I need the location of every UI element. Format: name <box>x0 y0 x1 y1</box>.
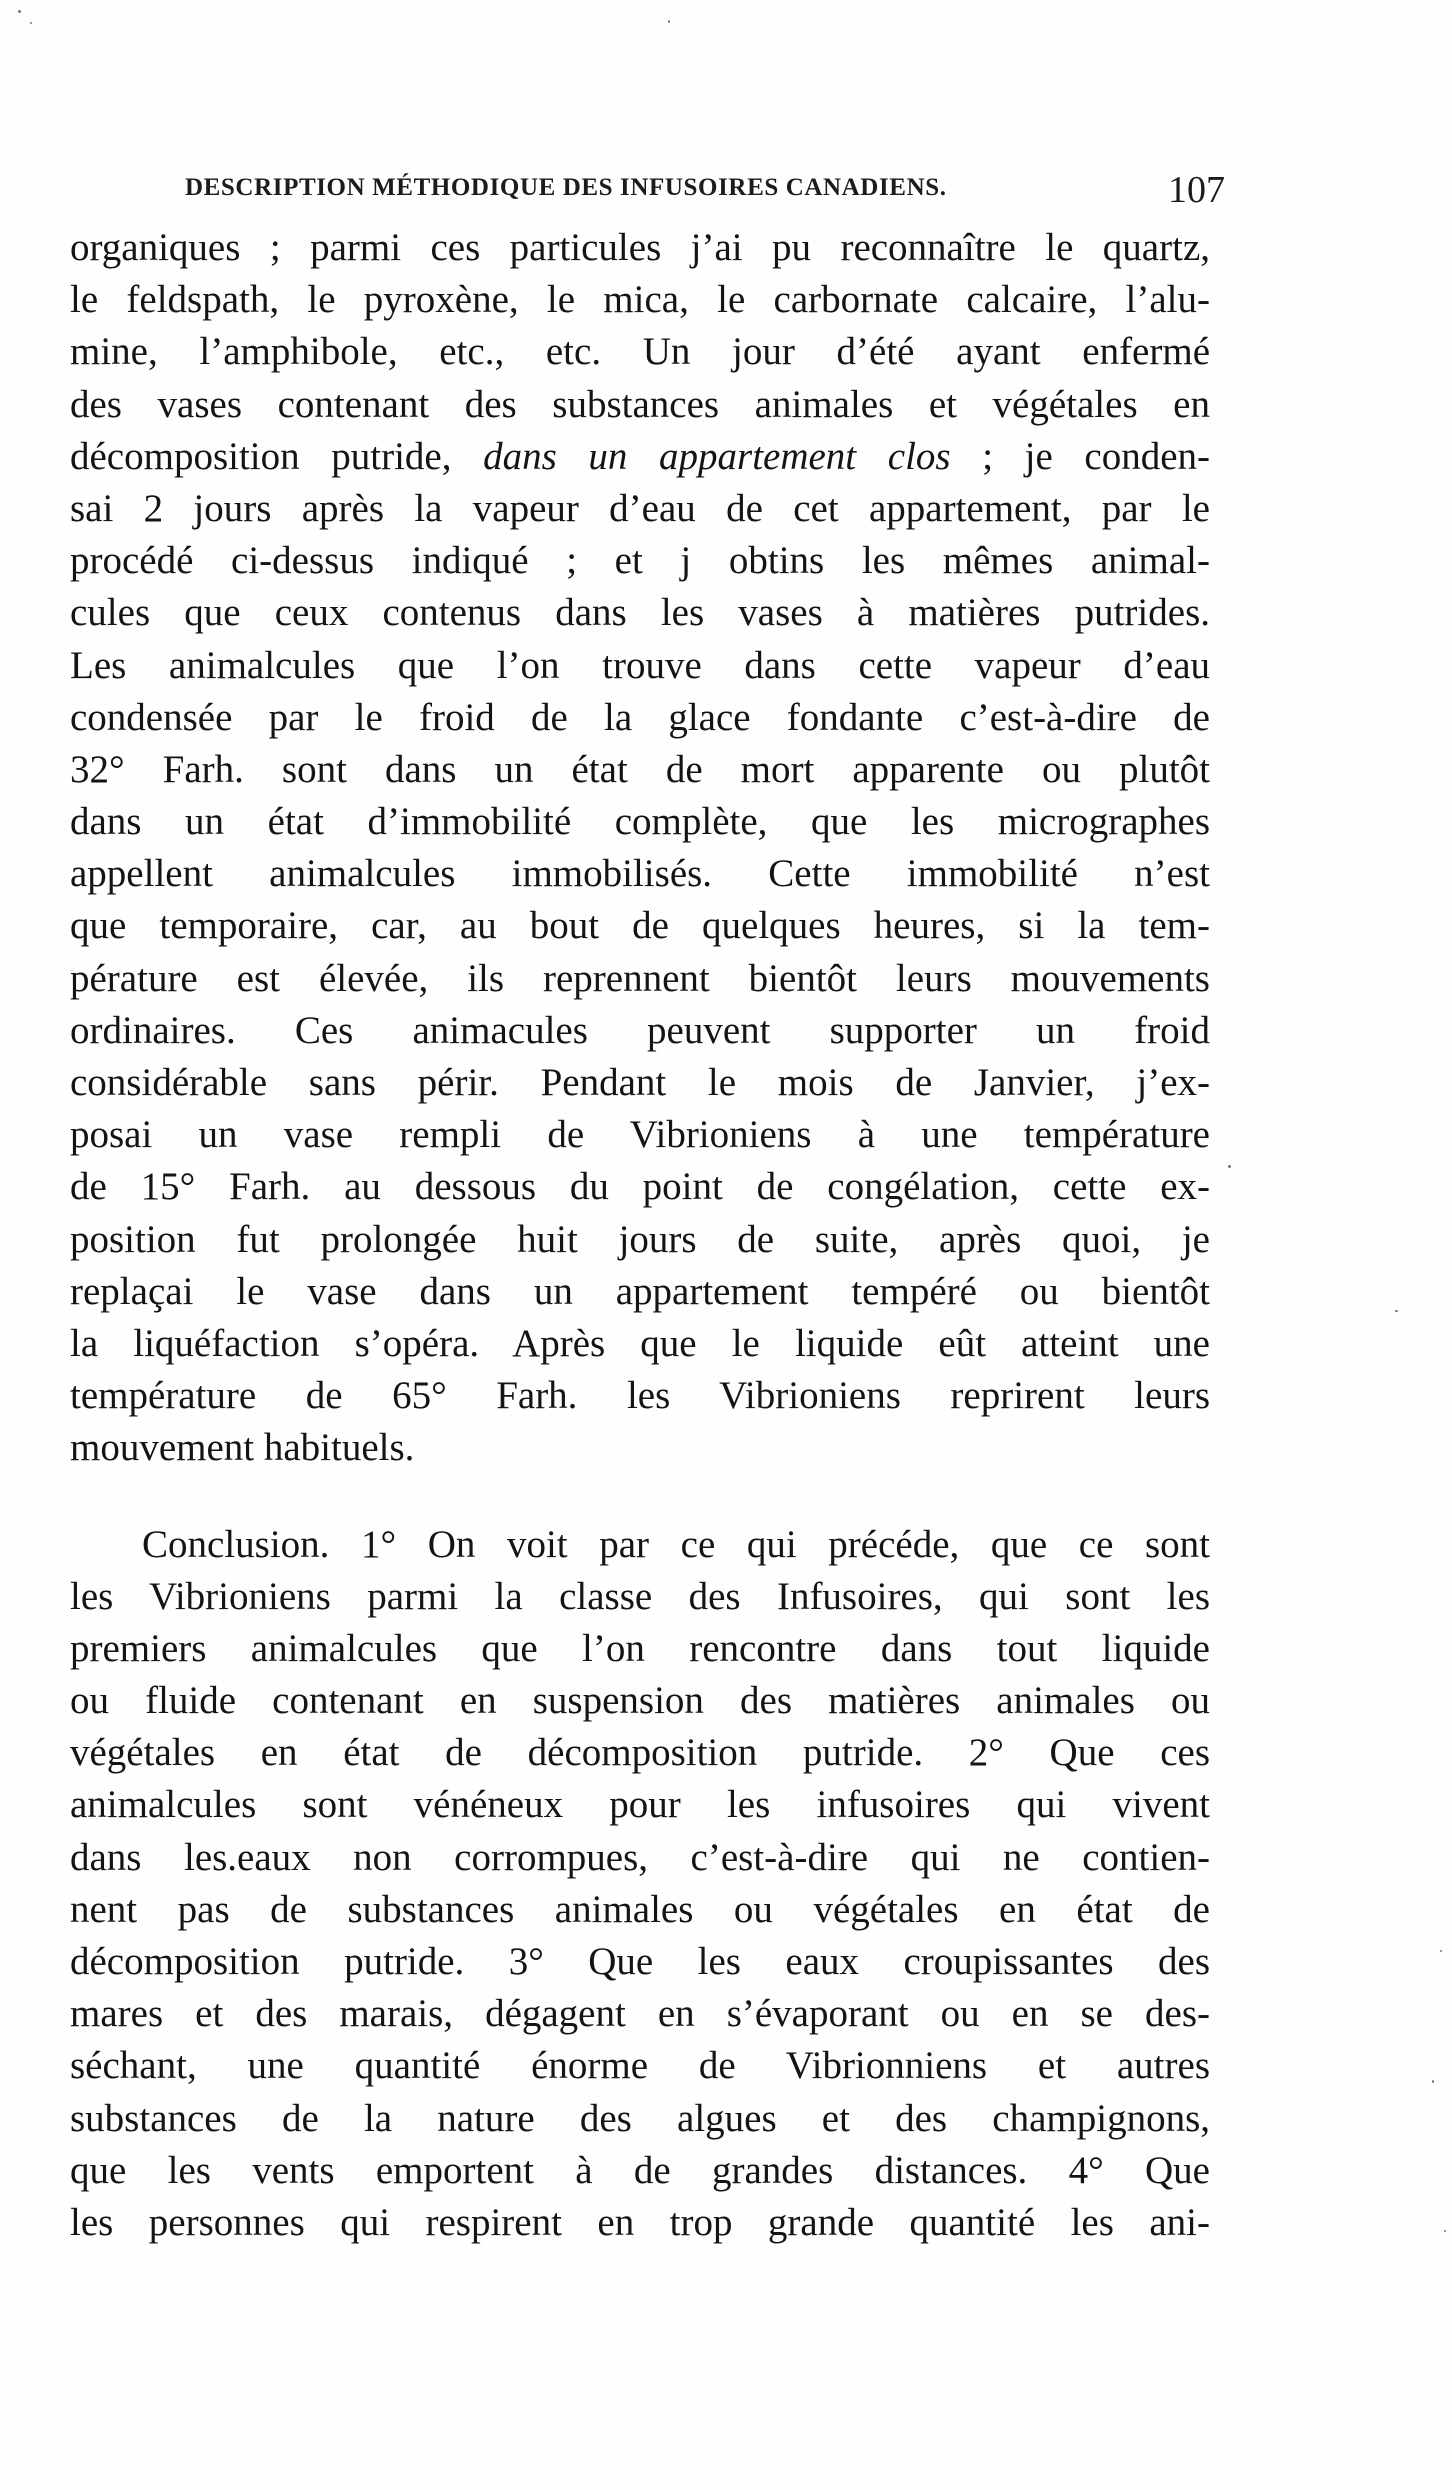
text-line: ordinaires. Ces animacules peuvent supporter un froid <box>70 1008 1210 1052</box>
text-line: végétales en état de décomposition putride. 2° Que ces <box>70 1731 1210 1775</box>
italic-phrase: dans un appartement clos <box>483 434 951 478</box>
text-line: appellent animalcules immobilisés. Cette immobilité n’est <box>70 852 1210 896</box>
text-line: 32° Farh. sont dans un état de mort apparente ou plutôt <box>70 747 1210 791</box>
text-line: posai un vase rempli de Vibrioniens à une température <box>70 1113 1210 1157</box>
scan-speck <box>668 20 670 23</box>
paragraph-gap <box>70 1475 1210 1519</box>
text-line: les personnes qui respirent en trop grande quantité les ani- <box>70 2200 1210 2244</box>
text-line: sai 2 jours après la vapeur d’eau de cet appartement, par le <box>70 486 1210 530</box>
text-line: que temporaire, car, au bout de quelques heures, si la tem- <box>70 904 1210 948</box>
text-segment: ; je conden- <box>950 434 1211 478</box>
text-line: la liquéfaction s’opéra. Après que le liquide eût atteint une <box>70 1321 1210 1365</box>
scan-speck <box>30 22 32 24</box>
text-segment: décomposition putride, <box>70 434 452 478</box>
text-line: dans un état d’immobilité complète, que les micrographes <box>70 800 1210 844</box>
text-line: mouvement habituels. <box>70 1426 415 1470</box>
running-title: DESCRIPTION MÉTHODIQUE DES INFUSOIRES CANADIENS. <box>185 174 947 201</box>
text-line: procédé ci-dessus indiqué ; et j obtins les mêmes animal- <box>70 539 1210 583</box>
scan-speck <box>1432 2080 1434 2083</box>
text-line: animalcules sont vénéneux pour les infusoires qui vivent <box>70 1783 1210 1827</box>
paragraph-1 <box>70 222 1210 1475</box>
text-line: Les animalcules que l’on trouve dans cette vapeur d’eau <box>70 643 1210 687</box>
text-line: le feldspath, le pyroxène, le mica, le carbornate calcaire, l’alu- <box>70 278 1210 322</box>
text-line: dans les.eaux non corrompues, c’est-à-dire qui ne contien- <box>70 1835 1210 1879</box>
text-line: mine, l’amphibole, etc., etc. Un jour d’été ayant enfermé <box>70 330 1210 374</box>
text-line: Conclusion. 1° On voit par ce qui précéde, que ce sont <box>142 1522 1210 1566</box>
paragraph-2 <box>70 1519 1210 2250</box>
scan-speck <box>1440 1950 1442 1952</box>
running-head <box>185 168 1225 218</box>
text-line: des vases contenant des substances animales et végétales en <box>70 382 1210 426</box>
scan-speck <box>1395 1310 1398 1312</box>
text-line: les Vibrioniens parmi la classe des Infusoires, qui sont les <box>70 1574 1210 1618</box>
text-line: position fut prolongée huit jours de suite, après quoi, je <box>70 1217 1210 1261</box>
text-line: température de 65° Farh. les Vibrioniens reprirent leurs <box>70 1374 1210 1418</box>
text-line-with-italic <box>70 431 1210 483</box>
scan-speck <box>1444 2230 1446 2232</box>
text-line: pérature est élevée, ils reprennent bientôt leurs mouvements <box>70 956 1210 1000</box>
text-line: organiques ; parmi ces particules j’ai pu reconnaître le quartz, <box>70 226 1210 269</box>
text-line: considérable sans périr. Pendant le mois de Janvier, j’ex- <box>70 1061 1210 1104</box>
text-line: cules que ceux contenus dans les vases à matières putrides. <box>70 591 1210 635</box>
text-line: nent pas de substances animales ou végétales en état de <box>70 1887 1210 1931</box>
text-line: décomposition putride. 3° Que les eaux croupissantes des <box>70 1940 1210 1983</box>
text-line: substances de la nature des algues et des champignons, <box>70 2096 1210 2140</box>
text-line: de 15° Farh. au dessous du point de congélation, cette ex- <box>70 1165 1210 1209</box>
text-line: que les vents emportent à de grandes distances. 4° Que <box>70 2148 1210 2192</box>
text-line: séchant, une quantité énorme de Vibrionniens et autres <box>70 2044 1210 2088</box>
text-line: condensée par le froid de la glace fondante c’est-à-dire de <box>70 695 1210 739</box>
text-line: premiers animalcules que l’on rencontre dans tout liquide <box>70 1626 1210 1670</box>
scan-speck <box>18 10 21 13</box>
text-line: replaçai le vase dans un appartement tempéré ou bientôt <box>70 1269 1210 1313</box>
text-line: ou fluide contenant en suspension des matières animales ou <box>70 1679 1210 1723</box>
body-text <box>70 222 1210 2249</box>
text-line: mares et des marais, dégagent en s’évaporant ou en se des- <box>70 1992 1210 2036</box>
scan-speck <box>1228 1165 1231 1168</box>
page-number: 107 <box>1168 169 1225 211</box>
